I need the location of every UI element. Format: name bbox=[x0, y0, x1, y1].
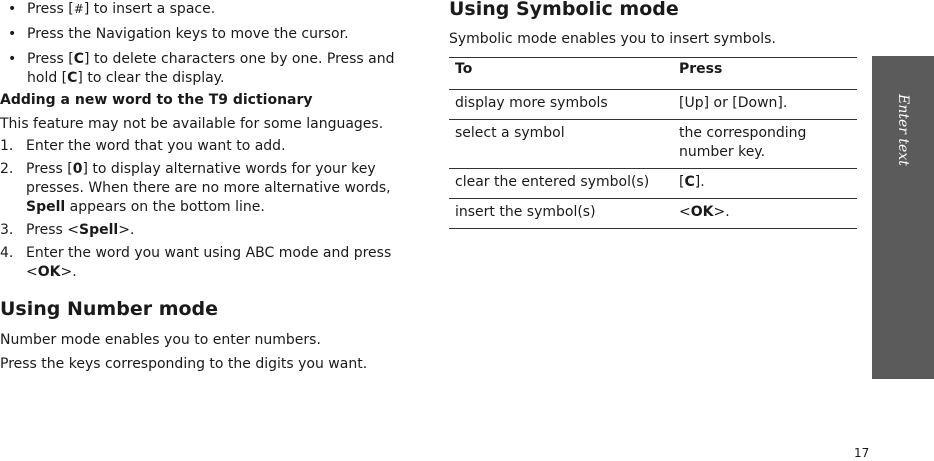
table-header-row bbox=[449, 58, 857, 90]
table-row: clear the entered symbol(s) [C]. bbox=[449, 169, 857, 199]
number-mode-instructions: Press the keys corresponding to the digits you want. bbox=[0, 356, 368, 372]
t9-intro: This feature may not be available for some languages. bbox=[0, 116, 384, 132]
hash-key-icon: # bbox=[73, 2, 84, 16]
list-item: 3. Press <Spell>. bbox=[0, 222, 135, 238]
table-row: insert the symbol(s) <OK>. bbox=[449, 199, 857, 229]
symbolic-mode-intro: Symbolic mode enables you to insert symbols. bbox=[449, 31, 776, 47]
bullet-icon: • bbox=[8, 26, 17, 42]
number-mode-heading: Using Number mode bbox=[0, 298, 219, 320]
list-item: 4. Enter the word you want using ABC mode and press <OK>. bbox=[0, 245, 392, 280]
number-mode-intro: Number mode enables you to enter numbers. bbox=[0, 332, 321, 348]
column-header-press: Press bbox=[673, 58, 857, 90]
symbol-table bbox=[449, 57, 857, 229]
bullet-icon: • bbox=[8, 51, 17, 67]
t9-heading: Adding a new word to the T9 dictionary bbox=[0, 92, 313, 108]
column-header-to: To bbox=[449, 58, 673, 90]
list-item: 2. Press [0] to display alternative words for your key presses. When there are no more alternative words, Spell appears on the bottom line. bbox=[0, 161, 391, 215]
symbolic-mode-heading: Using Symbolic mode bbox=[449, 0, 679, 20]
bullet-item: • Press the Navigation keys to move the cursor. bbox=[8, 26, 349, 42]
page-number: 17 bbox=[854, 446, 870, 460]
steps-list bbox=[0, 137, 410, 286]
bullet-list bbox=[8, 0, 408, 94]
table-row: display more symbols [Up] or [Down]. bbox=[449, 90, 857, 120]
bullet-item: • Press [C] to delete characters one by one. Press and hold [C] to clear the display. bbox=[8, 51, 395, 86]
bullet-item: • Press [#] to insert a space. bbox=[8, 1, 216, 17]
chapter-side-label: Enter text bbox=[895, 94, 911, 166]
list-item: 1. Enter the word that you want to add. bbox=[0, 138, 286, 154]
table-row: select a symbol the corresponding number key. bbox=[449, 120, 857, 169]
bullet-icon: • bbox=[8, 1, 17, 17]
